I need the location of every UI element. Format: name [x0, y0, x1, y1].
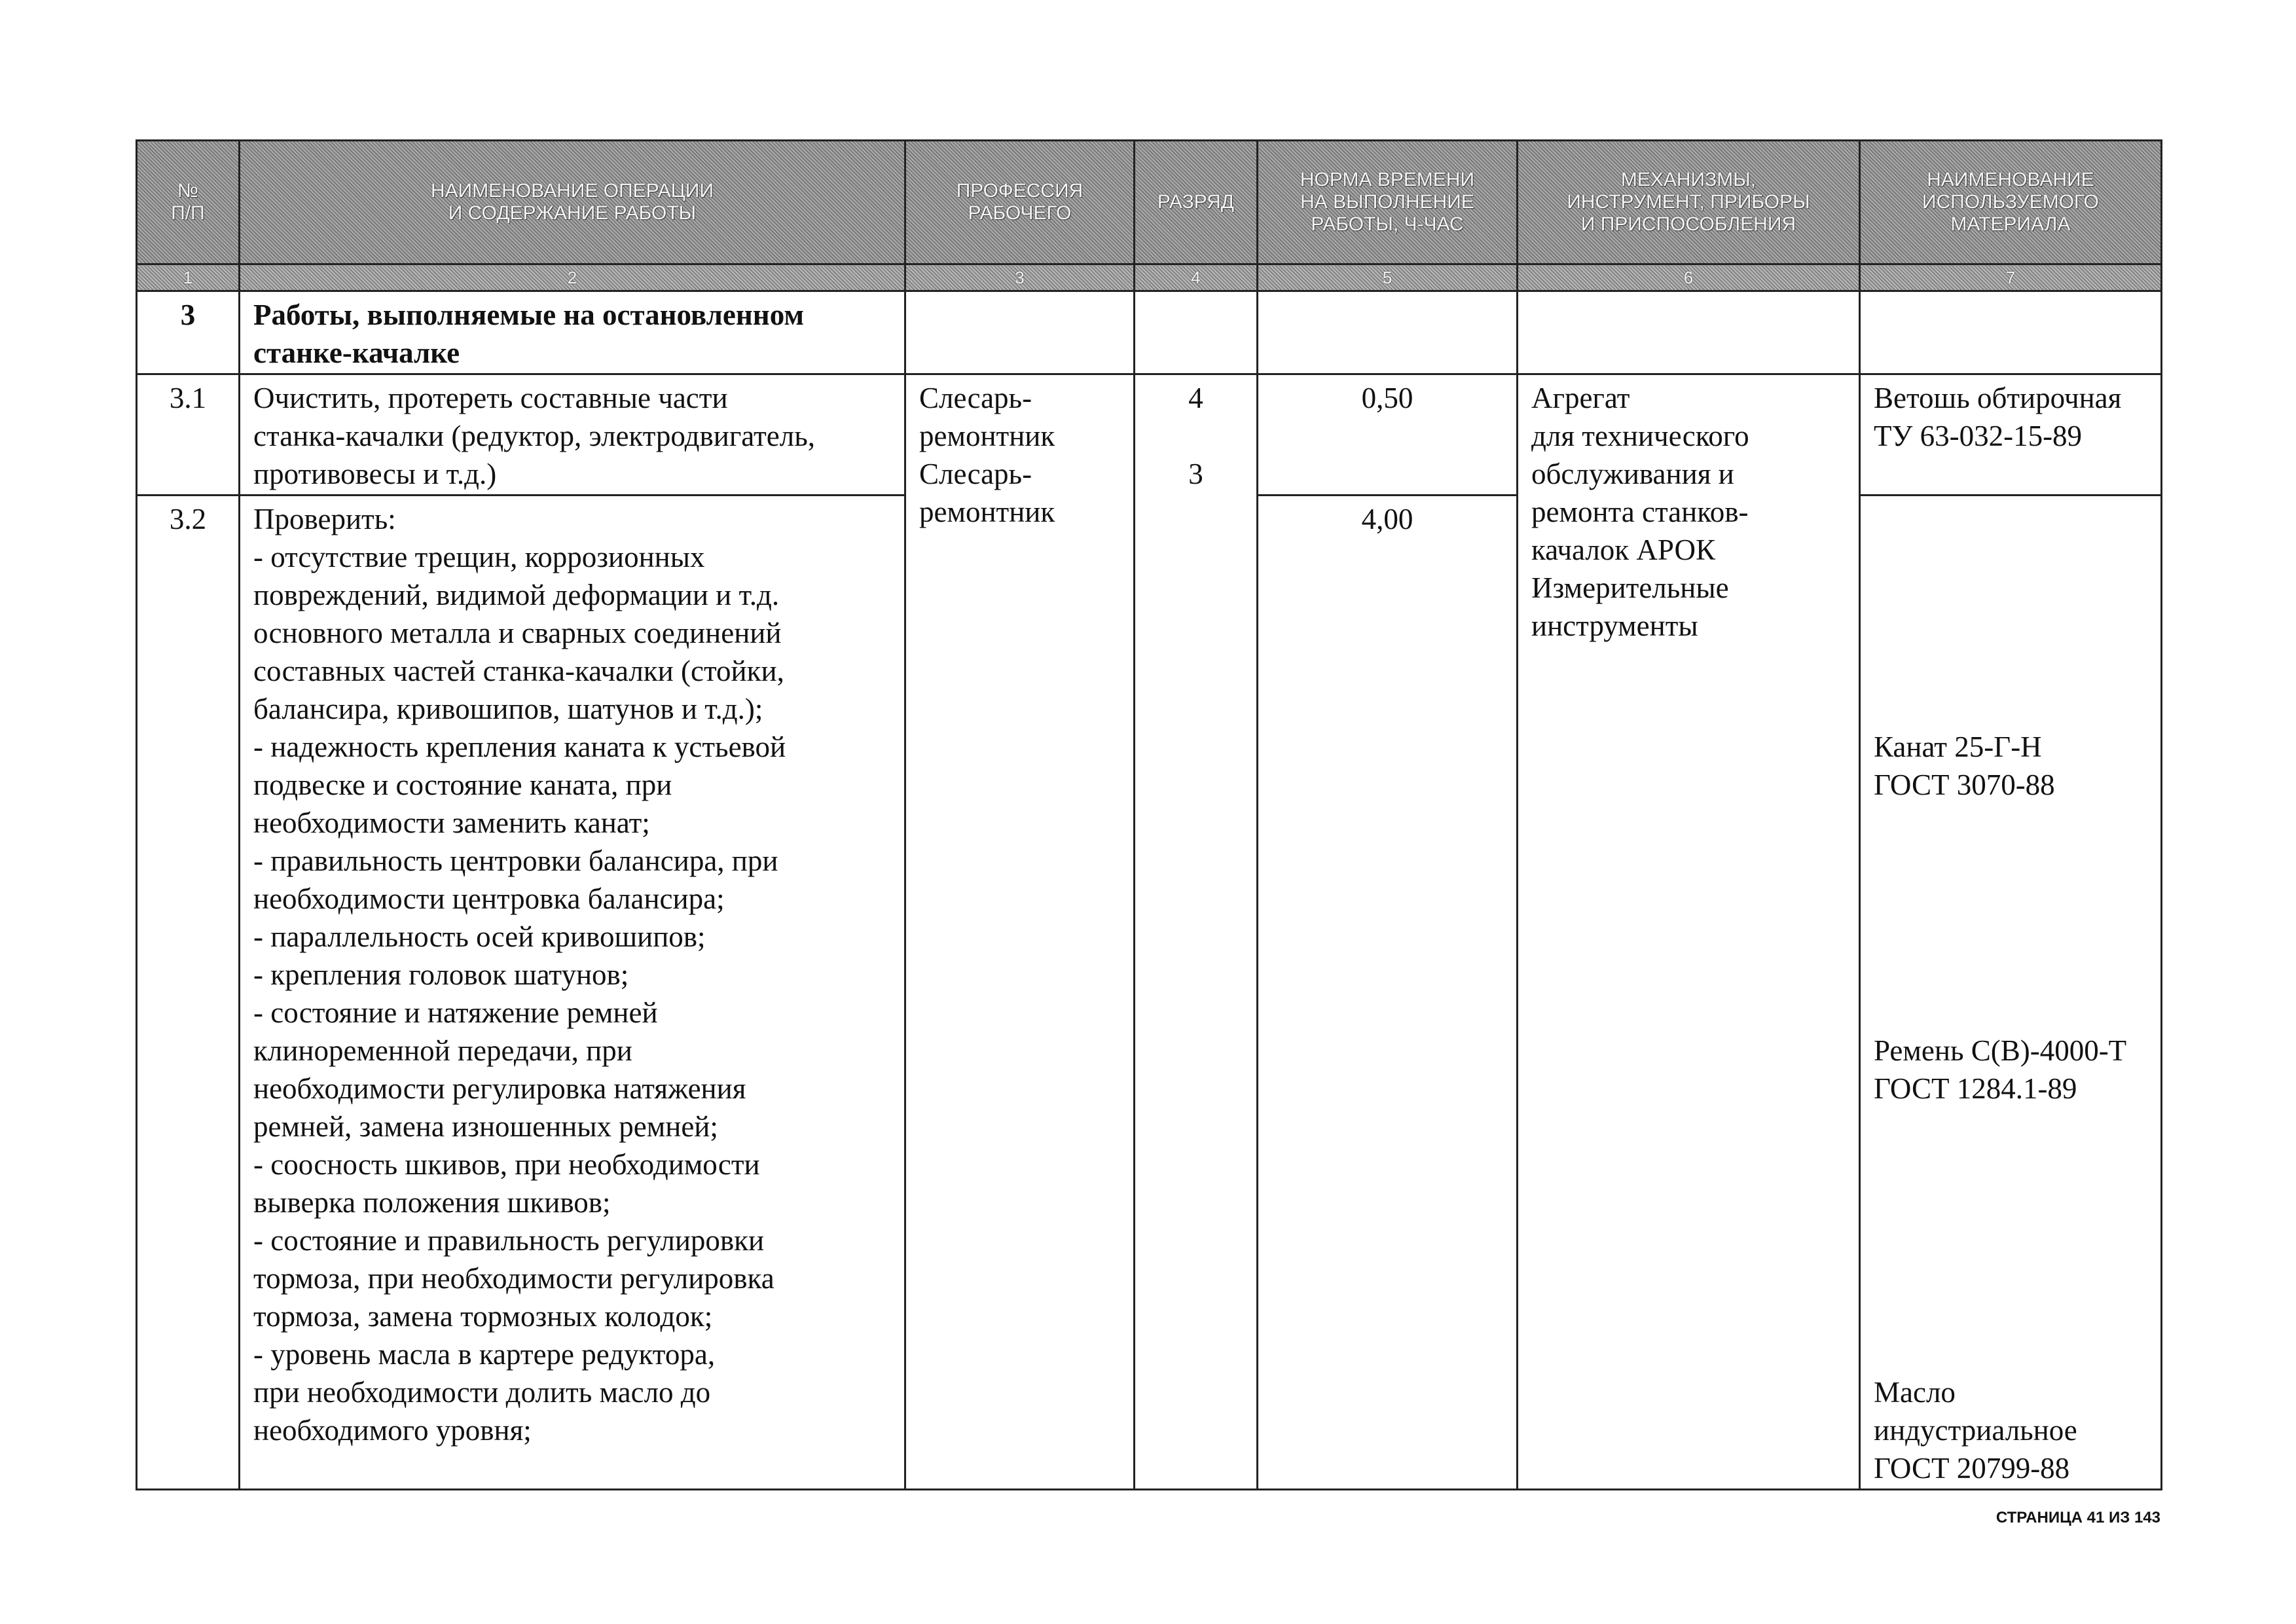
section-number: 3 [137, 291, 240, 374]
profession-cell: Слесарь- ремонтник Слесарь- ремонтник [905, 374, 1135, 1490]
section-empty-cell [1258, 291, 1518, 374]
header-col-grade: РАЗРЯД [1135, 141, 1258, 264]
column-number: 5 [1258, 264, 1518, 291]
time-norm-cell: 4,00 [1258, 496, 1518, 1490]
page-number: СТРАНИЦА 41 ИЗ 143 [1995, 1509, 2160, 1526]
section-row [137, 291, 2162, 374]
column-number: 2 [240, 264, 905, 291]
column-number: 3 [905, 264, 1135, 291]
operations-table [136, 139, 2162, 1490]
row-number: 3.1 [137, 374, 240, 496]
header-col-tools: МЕХАНИЗМЫ, ИНСТРУМЕНТ, ПРИБОРЫ И ПРИСПОСОБЛЕНИЯ [1518, 141, 1860, 264]
material-cell: Ветошь обтирочная ТУ 63-032-15-89 [1860, 374, 2162, 496]
section-title: Работы, выполняемые на остановленном станке-качалке [240, 291, 905, 374]
time-norm-cell: 0,50 [1258, 374, 1518, 496]
header-col-time-norm: НОРМА ВРЕМЕНИ НА ВЫПОЛНЕНИЕ РАБОТЫ, Ч-ЧАС [1258, 141, 1518, 264]
header-col-number: № П/П [137, 141, 240, 264]
section-empty-cell [1135, 291, 1258, 374]
column-number: 1 [137, 264, 240, 291]
table-row [137, 374, 2162, 496]
column-number: 4 [1135, 264, 1258, 291]
grade-cell: 4 3 [1135, 374, 1258, 1490]
header-col-profession: ПРОФЕССИЯ РАБОЧЕГО [905, 141, 1135, 264]
section-empty-cell [1518, 291, 1860, 374]
column-number-row [137, 264, 2162, 291]
header-col-material: НАИМЕНОВАНИЕ ИСПОЛЬЗУЕМОГО МАТЕРИАЛА [1860, 141, 2162, 264]
tools-cell: Агрегат для технического обслуживания и ремонта станков- качалок АРОК Измерительные инструменты [1518, 374, 1860, 1490]
section-empty-cell [1860, 291, 2162, 374]
material-cell: Канат 25-Г-Н ГОСТ 3070-88 Ремень С(В)-4000-Т ГОСТ 1284.1-89 Масло индустриальное ГОСТ 20799-88 [1860, 496, 2162, 1490]
operation-description: Очистить, протереть составные части станка-качалки (редуктор, электродвигатель, противовесы и т.д.) [240, 374, 905, 496]
row-number: 3.2 [137, 496, 240, 1490]
header-col-operation: НАИМЕНОВАНИЕ ОПЕРАЦИИ И СОДЕРЖАНИЕ РАБОТЫ [240, 141, 905, 264]
header-row [137, 141, 2162, 264]
operation-description: Проверить: - отсутствие трещин, коррозионных повреждений, видимой деформации и т.д. основного металла и сварных соединений составных частей станка-качалки (стойки, балансира, кривошипов, шатунов и т.д.); - надежность крепления каната к устьевой подвеске и состояние каната, при необходимости заменить канат; - правильность центровки балансира, при необходимости центровка балансира; - параллельность осей кривошипов; - крепления головок шатунов; - состояние и натяжение ремней клиноременной передачи, при необходимости регулировка натяжения ремней, замена изношенных ремней; - соосность шкивов, при необходимости выверка положения шкивов; - состояние и правильность регулировки тормоза, при необходимости регулировка тормоза, замена тормозных колодок; - уровень масла в картере редуктора, при необходимости долить масло до необходимого уровня; [240, 496, 905, 1490]
section-empty-cell [905, 291, 1135, 374]
column-number: 6 [1518, 264, 1860, 291]
column-number: 7 [1860, 264, 2162, 291]
